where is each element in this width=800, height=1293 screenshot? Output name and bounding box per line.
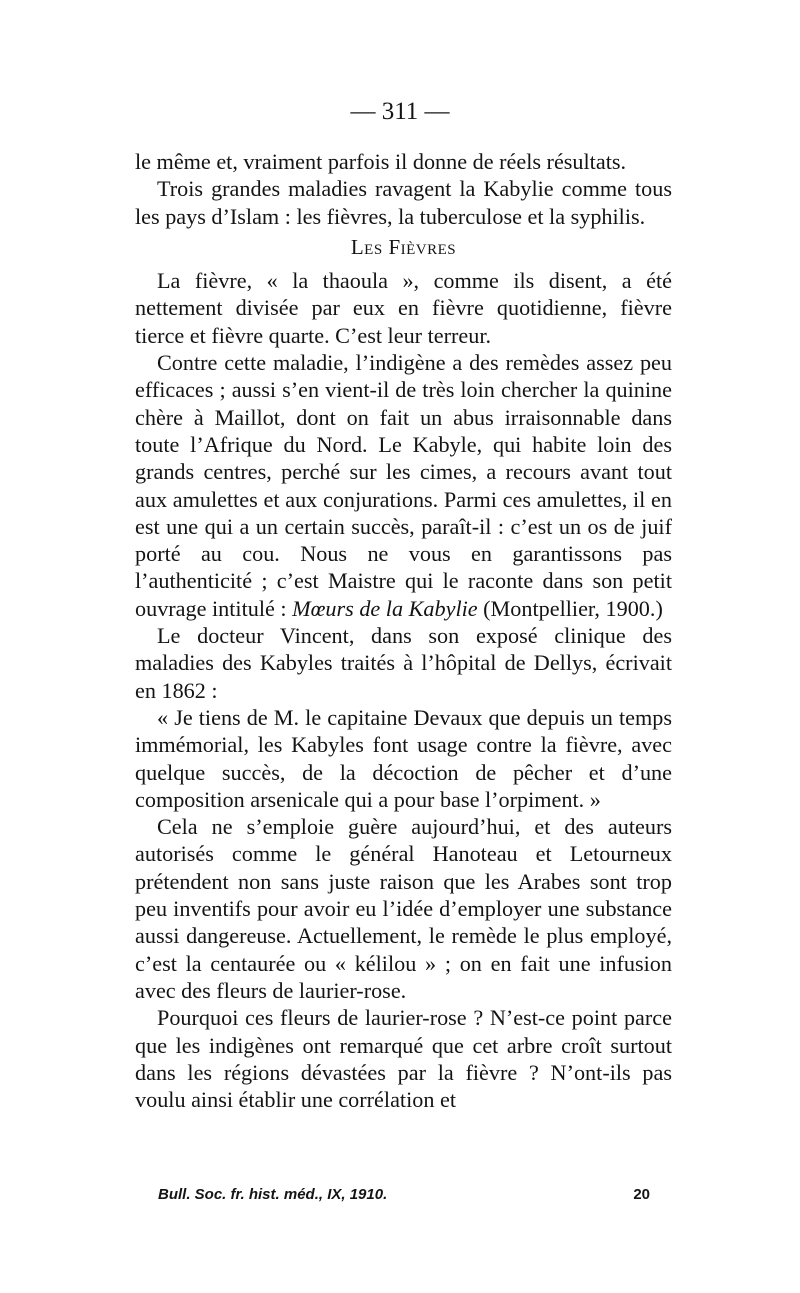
section-heading: Les Fièvres [350, 234, 457, 259]
paragraph: La fièvre, « la thaoula », comme ils disent, a été nettement divisée par eux en fièvre quotidienne, fièvre tierce et fièvre quarte. C’est leur terreur. [135, 268, 672, 348]
paragraph: Cela ne s’emploie guère aujourd’hui, et des auteurs autorisés comme le général Hanoteau et Letourneux prétendent non sans juste raison que les Arabes sont trop peu inventifs pour avoir eu l’idée d’employer une substance aussi dangereuse. Actuellement, le remède le plus employé, c’est la centaurée ou « kélilou » ; on en fait une infusion avec des fleurs de laurier-rose. [135, 814, 672, 1003]
book-title: Mœurs de la Kabylie [292, 595, 478, 621]
paragraph: le même et, vraiment parfois il donne de réels résultats. [135, 149, 627, 174]
book-title-suffix: (Montpellier, 1900.) [477, 595, 663, 621]
paragraph-text: Contre cette maladie, l’indigène a des remèdes assez peu efficaces ; aussi s’en vient-il de très loin chercher la quinine chère à Maillot, dont on fait un abus irraisonnable dans toute l’Afrique du Nord. Le Kabyle, qui habite loin des grands centres, perché sur les cimes, a recours avant tout aux amulettes et aux conjurations. Parmi ces amulettes, il en est une qui a un certain succès, paraît-il : c’est un os de juif porté au cou. Nous ne vous en garantissons pas l’authenticité ; c’est Maistre qui le raconte dans son petit ouvrage intitulé : [135, 350, 672, 621]
paragraph: Le docteur Vincent, dans son exposé clinique des maladies des Kabyles traités à l’hôpital de Dellys, écrivait en 1862 : [135, 623, 672, 703]
paragraph: Trois grandes maladies ravagent la Kabylie comme tous les pays d’Islam : les fièvres, la tuberculose et la syphilis. [135, 176, 672, 229]
paragraph: « Je tiens de M. le capitaine Devaux que depuis un temps immémorial, les Kabyles font usage contre la fièvre, avec quelque succès, de la décoction de pêcher et d’une composition arsenicale qui a pour base l’orpiment. » [135, 704, 672, 812]
footer-reference: Bull. Soc. fr. hist. méd., IX, 1910. [158, 1186, 388, 1203]
page-number: — 311 — [350, 98, 450, 125]
footer-signature: 20 [633, 1186, 650, 1203]
body-text [135, 148, 672, 1113]
paragraph: Pourquoi ces fleurs de laurier-rose ? N’est-ce point parce que les indigènes ont remarqué que cet arbre croît surtout dans les régions dévastées par la fièvre ? N’ont-ils pas voulu ainsi établir une corrélation et [135, 1005, 672, 1113]
paragraph [135, 349, 672, 622]
page-footer [158, 1186, 650, 1203]
